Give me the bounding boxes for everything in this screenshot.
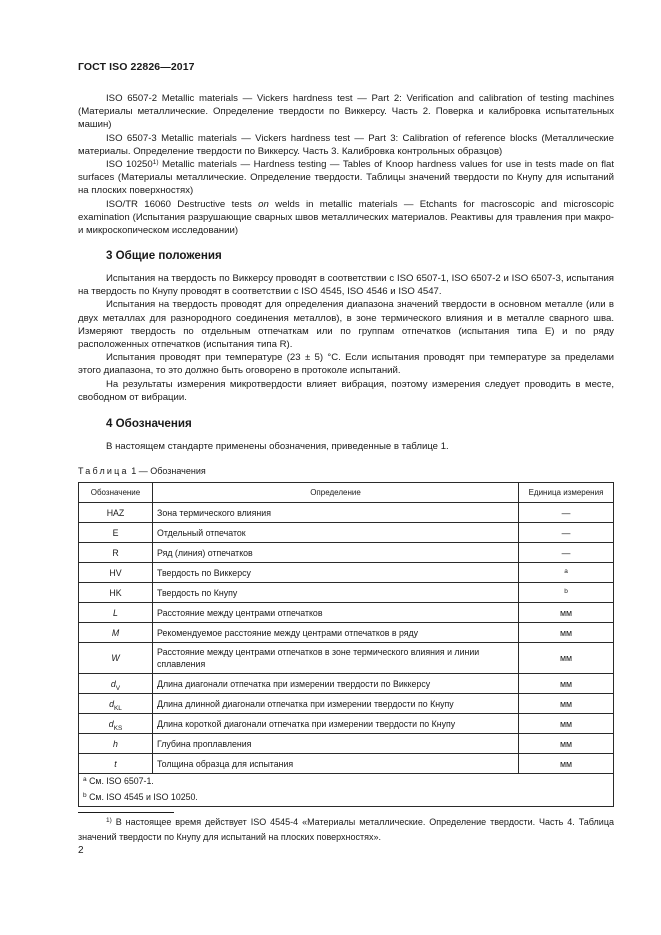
table-row (79, 714, 614, 734)
table-row (79, 623, 614, 643)
symbol-cell: HK (79, 583, 153, 603)
column-header-unit: Единица измерения (519, 483, 614, 503)
reference-item: ISO 6507-3 Metallic materials — Vickers hardness test — Part 3: Calibration of reference blocks (Металлические материалы. Определение твердости по Виккерсу. Часть 3. Калибровка контрольных образцов) (78, 132, 614, 157)
table-caption: Таблица 1 — Обозначения (78, 466, 206, 476)
unit-cell: мм (519, 674, 614, 694)
definition-cell: Длина короткой диагонали отпечатка при измерении твердости по Кнупу (153, 714, 519, 734)
symbol-cell: HAZ (79, 503, 153, 523)
footnote-ref: 1) (152, 159, 159, 167)
unit-cell: a (519, 563, 614, 583)
page-number: 2 (78, 845, 84, 856)
unit-cell: b (519, 583, 614, 603)
definition-cell: Отдельный отпечаток (153, 523, 519, 543)
table-row (79, 643, 614, 674)
table-row (79, 583, 614, 603)
symbol-cell: $d_{KL}$ (79, 694, 153, 714)
footnote: $^{1)}$ В настоящее время действует ISO 4545-4 «Материалы металлические. Определение твердости. Часть 4. Таблица значений твердости по Кнупу для испытаний на плоских поверхностях». (78, 817, 614, 842)
table-row (79, 694, 614, 714)
paragraph: На результаты измерения микротвердости влияет вибрация, поэтому измерения следует проводить в месте, свободном от вибрации. (78, 378, 614, 403)
section-3-title: 3 Общие положения (106, 249, 222, 262)
section-4-intro: В настоящем стандарте применены обозначения, приведенные в таблице 1. (106, 441, 449, 452)
symbols-table (78, 482, 614, 807)
section-3-body (78, 272, 614, 404)
column-header-symbol: Обозначение (79, 483, 153, 503)
definition-cell: Длина длинной диагонали отпечатка при измерении твердости по Кнупу (153, 694, 519, 714)
reference-item: ISO/TR 16060 Destructive tests on welds in metallic materials — Etchants for macroscopic and microscopic examination (Испытания разрушающие сварных швов металлических материалов. Реактивы для травления при макро- и микроскопическом исследовании) (78, 198, 614, 237)
symbol-cell: E (79, 523, 153, 543)
definition-cell: Расстояние между центрами отпечатков (153, 603, 519, 623)
unit-cell: — (519, 523, 614, 543)
unit-cell: — (519, 503, 614, 523)
definition-cell: Твердость по Кнупу (153, 583, 519, 603)
unit-cell: мм (519, 623, 614, 643)
table-row (79, 674, 614, 694)
symbol-cell: t (79, 754, 153, 774)
definition-cell: Зона термического влияния (153, 503, 519, 523)
unit-cell: мм (519, 714, 614, 734)
reference-item: ISO 6507-2 Metallic materials — Vickers hardness test — Part 2: Verification and calibration of testing machines (Материалы металлические. Определение твердости по Виккерсу. Часть 2. Поверка и калибровка испытательных машин) (78, 93, 614, 131)
symbol-cell: M (79, 623, 153, 643)
column-header-definition: Определение (153, 483, 519, 503)
section-4-title: 4 Обозначения (106, 417, 192, 430)
paragraph: Испытания на твердость проводят для определения диапазона значений твердости в основном металле (или в двух металлах для разнородного соединения металлов), в зоне термического влияния и в металле сварного шва. Измеряют твердость по отдельным отпечаткам или по группам отпечатков (испытания типа E) и по ряду расположенных отпечатков (испытания типа R). (78, 299, 614, 351)
paragraph: Испытания проводят при температуре (23 ± 5) °C. Если испытания проводят при температуре за пределами этого диапазона, то это должно быть оговорено в протоколе испытаний. (78, 352, 614, 377)
table-row (79, 563, 614, 583)
unit-cell: мм (519, 694, 614, 714)
definition-cell: Рекомендуемое расстояние между центрами отпечатков в ряду (153, 623, 519, 643)
definition-cell: Ряд (линия) отпечатков (153, 543, 519, 563)
symbol-cell: $d_{KS}$ (79, 714, 153, 734)
definition-cell: Расстояние между центрами отпечатков в зоне термического влияния и линии сплавления (153, 643, 519, 674)
unit-cell: мм (519, 754, 614, 774)
table-row (79, 754, 614, 774)
table-row (79, 603, 614, 623)
symbol-cell: L (79, 603, 153, 623)
document-header: ГОСТ ISO 22826—2017 (78, 61, 195, 73)
references-list (78, 92, 614, 237)
table-row (79, 543, 614, 563)
symbol-cell: W (79, 643, 153, 674)
symbol-cell: R (79, 543, 153, 563)
paragraph: Испытания на твердость по Виккерсу проводят в соответствии с ISO 6507-1, ISO 6507-2 и ISO 6507-3, испытания на твердость по Кнупу проводят в соответствии с ISO 4545, ISO 4546 и ISO 4547. (78, 273, 614, 298)
reference-item: ISO 10250$^{1)}$ Metallic materials — Hardness testing — Tables of Knoop hardness values for use in tests made on flat surfaces (Материалы металлические. Определение твердости. Таблицы значений твердости по Кнупу для испытаний на плоских поверхностях) (78, 159, 614, 197)
table-note: $^a$ См. ISO 6507-1. (83, 776, 154, 786)
footnote-separator (78, 812, 174, 813)
table-row (79, 523, 614, 543)
definition-cell: Толщина образца для испытания (153, 754, 519, 774)
definition-cell: Глубина проплавления (153, 734, 519, 754)
symbol-cell: $d_V$ (79, 674, 153, 694)
table-notes (79, 774, 614, 807)
definition-cell: Твердость по Виккерсу (153, 563, 519, 583)
unit-cell: мм (519, 603, 614, 623)
table-row (79, 734, 614, 754)
symbol-cell: HV (79, 563, 153, 583)
unit-cell: мм (519, 734, 614, 754)
definition-cell: Длина диагонали отпечатка при измерении твердости по Виккерсу (153, 674, 519, 694)
table-note: $^b$ См. ISO 4545 и ISO 10250. (83, 792, 198, 802)
unit-cell: — (519, 543, 614, 563)
symbol-cell: h (79, 734, 153, 754)
table-row (79, 503, 614, 523)
unit-cell: мм (519, 643, 614, 674)
